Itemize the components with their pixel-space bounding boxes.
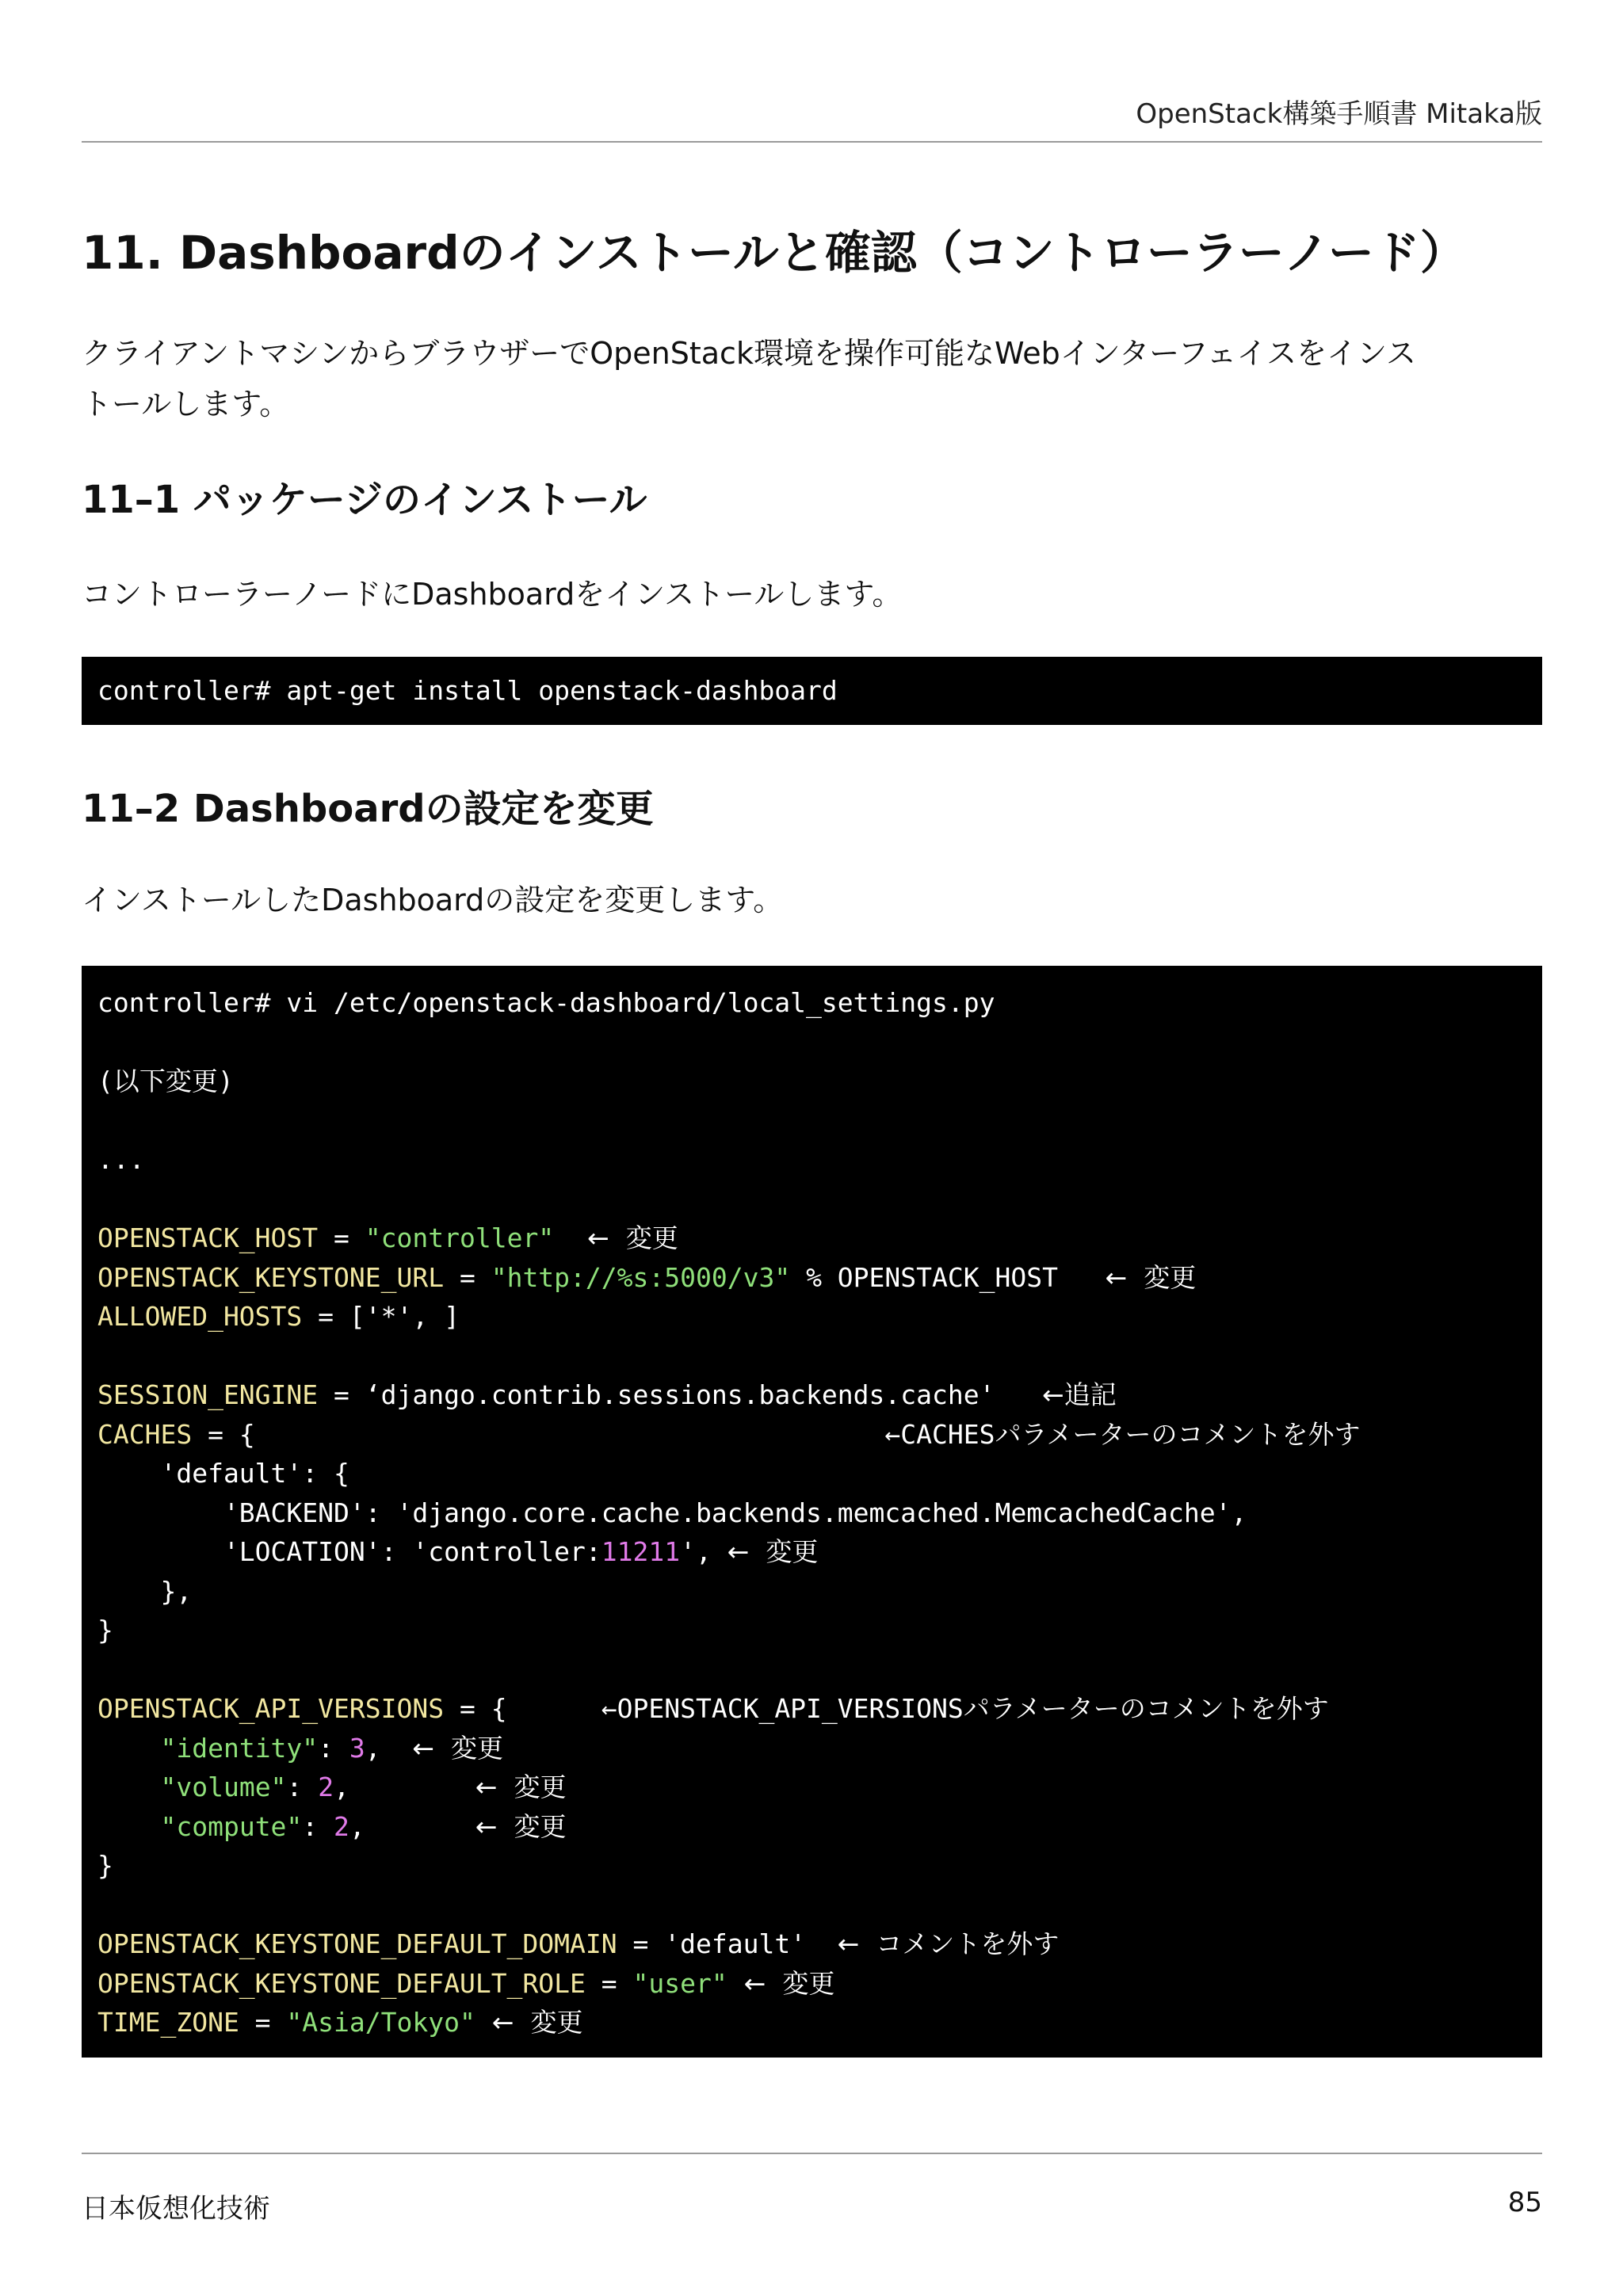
subsection-title-install: 11–1 パッケージのインストール — [82, 478, 647, 522]
page-number: 85 — [1507, 2187, 1542, 2218]
code-line: CACHES = { ←CACHESパラメーターのコメントを外す — [97, 1418, 1361, 1450]
code-line: } — [97, 1850, 113, 1881]
code-line: controller# vi /etc/openstack-dashboard/local_settings.py — [97, 987, 995, 1018]
subsection-text-config: インストールしたDashboardの設定を変更します。 — [82, 883, 784, 917]
code-line: "compute": 2, ← 変更 — [160, 1810, 567, 1842]
code-line: ALLOWED_HOSTS = ['*', ] — [97, 1301, 460, 1332]
code-line: OPENSTACK_KEYSTONE_DEFAULT_ROLE = "user" ← 変更 — [97, 1967, 835, 1999]
code-line: 'LOCATION': 'controller:11211', ← 変更 — [97, 1536, 819, 1567]
code-line: OPENSTACK_API_VERSIONS = { ←OPENSTACK_API_VERSIONSパラメーターのコメントを外す — [97, 1693, 1329, 1724]
code-line: OPENSTACK_KEYSTONE_URL = "http://%s:5000/v3" % OPENSTACK_HOST ← 変更 — [97, 1261, 1197, 1293]
code-line: TIME_ZONE = "Asia/Tokyo" ← 変更 — [97, 2007, 583, 2038]
code-line: OPENSTACK_HOST = "controller" ← 変更 — [97, 1222, 678, 1253]
config-code-block — [82, 966, 1542, 2058]
section-intro: クライアントマシンからブラウザーでOpenStack環境を操作可能なWebインターフェイスをインス トールします。 — [82, 336, 1416, 421]
code-line: 'default': { — [97, 1458, 349, 1489]
footer-rule — [82, 2153, 1542, 2154]
subsection-title-config: 11–2 Dashboardの設定を変更 — [82, 787, 654, 831]
code-line: 'BACKEND': 'django.core.cache.backends.memcached.MemcachedCache', — [97, 1497, 1247, 1528]
header-rule — [82, 141, 1542, 143]
install-command-block — [82, 657, 1542, 725]
code-line: controller# apt-get install openstack-dashboard — [97, 675, 838, 706]
code-line: SESSION_ENGINE = ‘django.contrib.sessions.backends.cache' ←追記 — [97, 1379, 1117, 1410]
section-title: 11. Dashboardのインストールと確認（コントローラーノード） — [82, 226, 1466, 280]
code-line: "volume": 2, ← 変更 — [160, 1772, 567, 1802]
running-header: OpenStack構築手順書 Mitaka版 — [1136, 98, 1542, 130]
footer-company: 日本仮想化技術 — [82, 2193, 270, 2225]
code-line: }, — [97, 1575, 193, 1607]
code-note: (以下変更) — [97, 1066, 234, 1097]
code-line: OPENSTACK_KEYSTONE_DEFAULT_DOMAIN = 'default' ← コメントを外す — [97, 1928, 1060, 1959]
subsection-text-install: コントローラーノードにDashboardをインストールします。 — [82, 577, 903, 612]
code-line: "identity": 3, ← 変更 — [160, 1732, 504, 1764]
code-line: } — [97, 1615, 113, 1646]
code-line: ... — [97, 1144, 145, 1175]
